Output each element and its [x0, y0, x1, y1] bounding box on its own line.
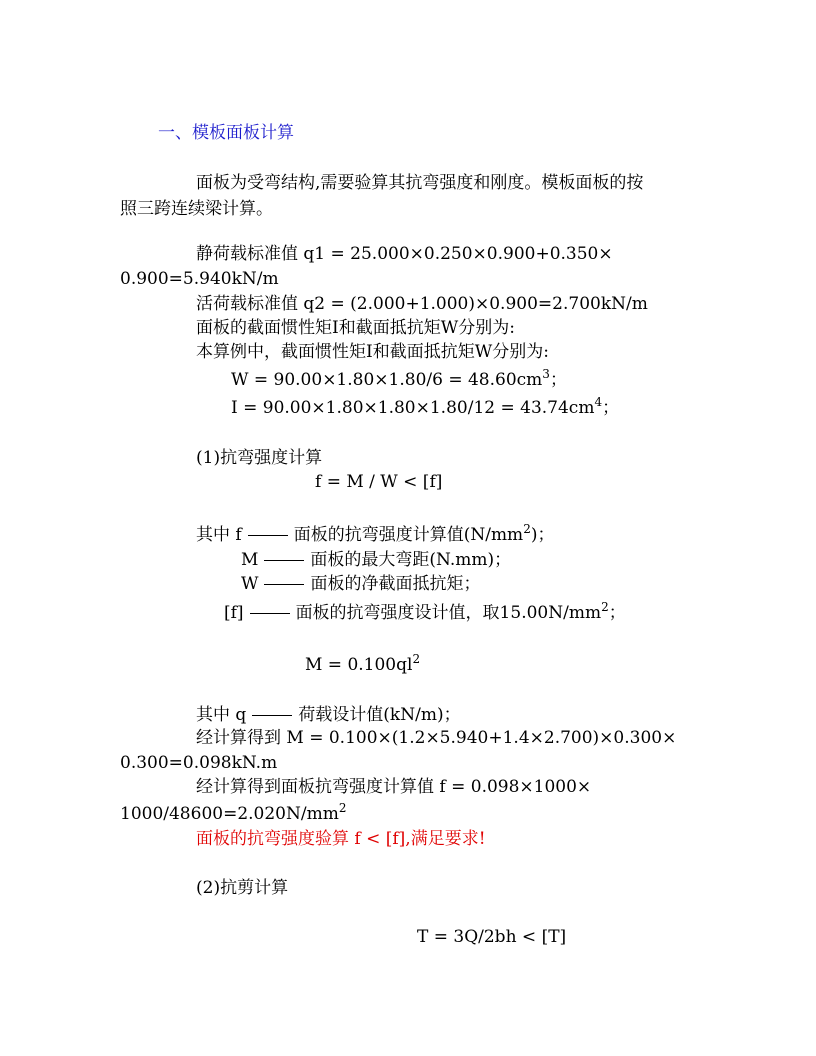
q1-line-1: 静荷载标准值 q1 = 25.000×0.250×0.900+0.350× [196, 244, 613, 264]
where-q-symbol: 其中 q [196, 705, 247, 725]
I-formula-text: I = 90.00×1.80×1.80×1.80/12 = 43.74cm [231, 398, 595, 418]
where-M-desc: 面板的最大弯距(N.mm)； [310, 550, 512, 570]
section-title: 一、模板面板计算 [158, 123, 294, 143]
where-W-desc: 面板的净截面抵抗矩； [310, 574, 481, 594]
where-f-end: )； [530, 525, 555, 545]
section-props-line-1: 面板的截面惯性矩I和截面抵抗矩W分别为: [196, 318, 515, 338]
f-calc-text: 1000/48600=2.020N/mm [120, 804, 339, 824]
dash [248, 535, 288, 536]
section-props-line-2: 本算例中，截面惯性矩I和截面抵抗矩W分别为: [196, 342, 549, 362]
f-calc-line-1: 经计算得到面板抗弯强度计算值 f = 0.098×1000× [196, 777, 592, 797]
q2-line: 活荷载标准值 q2 = (2.000+1.000)×0.900=2.700kN/m [196, 294, 648, 314]
intro-line-2: 照三跨连续梁计算。 [120, 199, 273, 219]
W-end: ； [549, 370, 567, 390]
where-fd-desc: 面板的抗弯强度设计值，取15.00N/mm [295, 603, 602, 623]
bending-formula: f = M / W < [f] [315, 472, 443, 492]
M-calc-line-1: 经计算得到 M = 0.100×(1.2×5.940+1.4×2.700)×0.300× [196, 728, 677, 748]
where-M-symbol: M [241, 550, 259, 570]
dash [264, 560, 304, 561]
M-formula-text: M = 0.100ql [305, 655, 413, 675]
bending-heading: (1)抗弯强度计算 [196, 448, 323, 468]
I-end: ； [602, 398, 620, 418]
f-calc-line-2 [120, 801, 347, 824]
shear-formula: T = 3Q/2bh < [T] [417, 927, 567, 947]
dash [264, 584, 304, 585]
M-exponent: 2 [412, 652, 421, 666]
bending-check: 面板的抗弯强度验算 f < [f],满足要求! [196, 829, 486, 849]
where-fd-symbol: [f] [224, 603, 244, 623]
where-W-symbol: W [241, 574, 259, 594]
shear-heading: (2)抗剪计算 [196, 878, 289, 898]
q1-line-2: 0.900=5.940kN/m [120, 269, 279, 289]
dash [250, 613, 290, 614]
where-q-desc: 荷载设计值(kN/m)； [298, 705, 461, 725]
where-f-symbol: 其中 f [196, 525, 242, 545]
where-f-desc: 面板的抗弯强度计算值(N/mm [293, 525, 524, 545]
I-formula [231, 395, 620, 418]
M-calc-line-2: 0.300=0.098kN.m [120, 753, 278, 773]
where-fd-exponent: 2 [601, 600, 609, 614]
where-q [196, 705, 461, 725]
where-W [241, 574, 480, 594]
W-exponent: 3 [542, 367, 550, 381]
f-calc-exponent: 2 [338, 801, 347, 815]
dash [252, 715, 292, 716]
where-M [241, 550, 511, 570]
intro-line-1: 面板为受弯结构,需要验算其抗弯强度和刚度。模板面板的按 [196, 173, 644, 193]
where-fd [224, 600, 626, 623]
where-fd-end: ； [608, 603, 626, 623]
W-formula-text: W = 90.00×1.80×1.80/6 = 48.60cm [231, 370, 543, 390]
W-formula [231, 367, 567, 390]
I-exponent: 4 [594, 395, 603, 409]
where-f-exponent: 2 [523, 522, 531, 536]
where-f [196, 522, 555, 545]
M-formula [305, 652, 421, 675]
